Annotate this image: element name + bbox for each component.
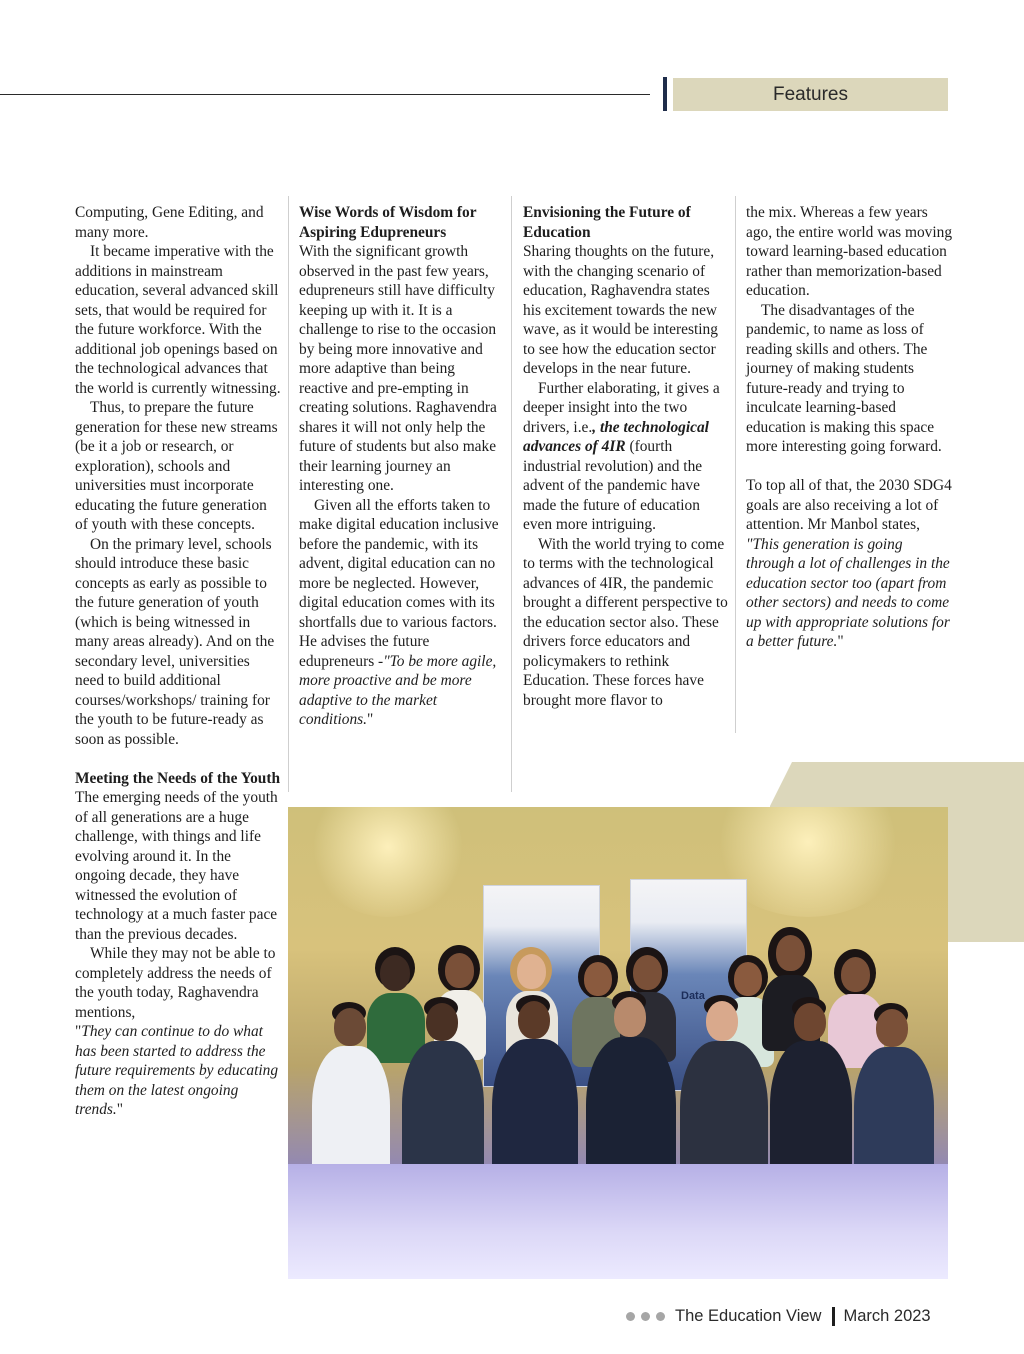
- emphasis-text: , the technological advances of 4IR: [523, 418, 709, 455]
- header-accent-bar: [663, 77, 667, 111]
- paragraph: While they may not be able to completely address the needs of the youth today, Raghavendra mentions,: [75, 945, 276, 1021]
- article-column-3: [523, 203, 729, 710]
- paragraph: The emerging needs of the youth of all generations are a huge challenge, with things and life evolving around it. In the ongoing decade, they have witnessed the evolution of technology at a much faster pace than the previous decades.: [75, 789, 278, 943]
- article-column-1: [75, 203, 281, 1120]
- paragraph: To top all of that, the 2030 SDG4 goals are also receiving a lot of attention. Mr Manbol states,: [746, 477, 952, 533]
- column-divider: [735, 196, 736, 733]
- section-label: Features: [673, 78, 948, 111]
- quote-mark: ": [366, 711, 374, 728]
- banner-text: Data: [681, 990, 705, 1002]
- quote-mark: ": [116, 1101, 124, 1118]
- pull-quote: "This generation is going through a lot of challenges in the education sector too (apart from other sectors) and needs to come up with appropriate solutions for a better future.: [746, 535, 950, 650]
- ceiling-light: [308, 807, 468, 917]
- article-column-4: [746, 203, 952, 652]
- paragraph: With the world trying to come to terms with the technological advances of 4IR, the pandemic brought a different perspective to the education sector also. These drivers force educators and policymakers to rethink Education. These forces have brought more flavor to: [523, 535, 728, 709]
- quote-paragraph: [75, 1022, 281, 1120]
- issue-date: March 2023: [843, 1306, 931, 1325]
- dot-icon: [626, 1312, 635, 1321]
- paragraph: It became imperative with the additions in mainstream education, several advanced skill sets, that would be required for the future workforce. With the additional job openings based on the technological advances that the world is currently witnessing.: [75, 243, 281, 397]
- dot-icon: [656, 1312, 665, 1321]
- paragraph: [523, 379, 729, 535]
- paragraph: [299, 496, 505, 730]
- page-footer: [626, 1306, 931, 1326]
- column-divider: [511, 196, 512, 792]
- article-column-2: [299, 203, 505, 730]
- subheading-wise-words: Wise Words of Wisdom for Aspiring Edupreneurs: [299, 204, 477, 241]
- paragraph-text: (fourth industrial revolution) and the advent of the pandemic have made the future of education even more intriguing.: [523, 438, 703, 533]
- subheading-envisioning-future: Envisioning the Future of Education: [523, 204, 691, 241]
- paragraph-text: Given all the efforts taken to make digital education inclusive before the pandemic, with its advent, digital education can no more be neglected. However, digital education comes with its shortfalls due to various factors. He advises the future edupreneurs -: [299, 496, 499, 670]
- paragraph: Computing, Gene Editing, and many more.: [75, 204, 264, 241]
- subheading-meeting-needs: Meeting the Needs of the Youth: [75, 769, 281, 787]
- paragraph: With the significant growth observed in the past few years, edupreneurs still have difficulty keeping up with it. It is a challenge to rise to the occasion by being more innovative and more adaptive than being reactive and pre-empting in creating solutions. Raghavendra shares it will not only help the future of students but also make their learning journey an interesting one.: [299, 243, 497, 494]
- group-photo: [288, 807, 948, 1279]
- dot-icon: [641, 1312, 650, 1321]
- paragraph: On the primary level, schools should introduce these basic concepts as early as possible to the future generation of youth (which is being witnessed in many areas already). And on the secondary level, universities need to build additional courses/workshops/ training for the youth to be future-ready as soon as possible.: [75, 535, 275, 748]
- quote-paragraph: [746, 535, 952, 652]
- paragraph-text: Further elaborating, it gives a deeper insight into the two drivers, i.e.: [523, 379, 720, 436]
- pull-quote: They can continue to do what has been started to address the future requirements by educating them on the latest ongoing trends.: [75, 1023, 279, 1118]
- quote-mark: ": [75, 1023, 82, 1040]
- paragraph: Sharing thoughts on the future, with the changing scenario of education, Raghavendra states his excitement towards the new wave, as it would be interesting to see how the education sector develops in the near future.: [523, 243, 718, 377]
- publication-name: The Education View: [675, 1306, 822, 1325]
- chair-covers: [288, 1164, 948, 1279]
- paragraph: Thus, to prepare the future generation for these new streams (be it a job or research, or exploration), schools and universities must incorporate educating the future generation of youth with these concepts.: [75, 399, 278, 533]
- paragraph: the mix. Whereas a few years ago, the entire world was moving toward learning-based education rather than memorization-based education.: [746, 204, 953, 299]
- pull-quote: "To be more agile, more proactive and be more adaptive to the market conditions.: [299, 652, 497, 728]
- paragraph: The disadvantages of the pandemic, to name as loss of reading skills and others. The journey of making students future-ready and trying to inculcate learning-based education is making this space more interesting going forward.: [746, 301, 942, 455]
- header-rule: [0, 94, 650, 95]
- footer-separator: [832, 1307, 835, 1326]
- quote-mark: ": [837, 633, 844, 650]
- column-divider: [288, 196, 289, 792]
